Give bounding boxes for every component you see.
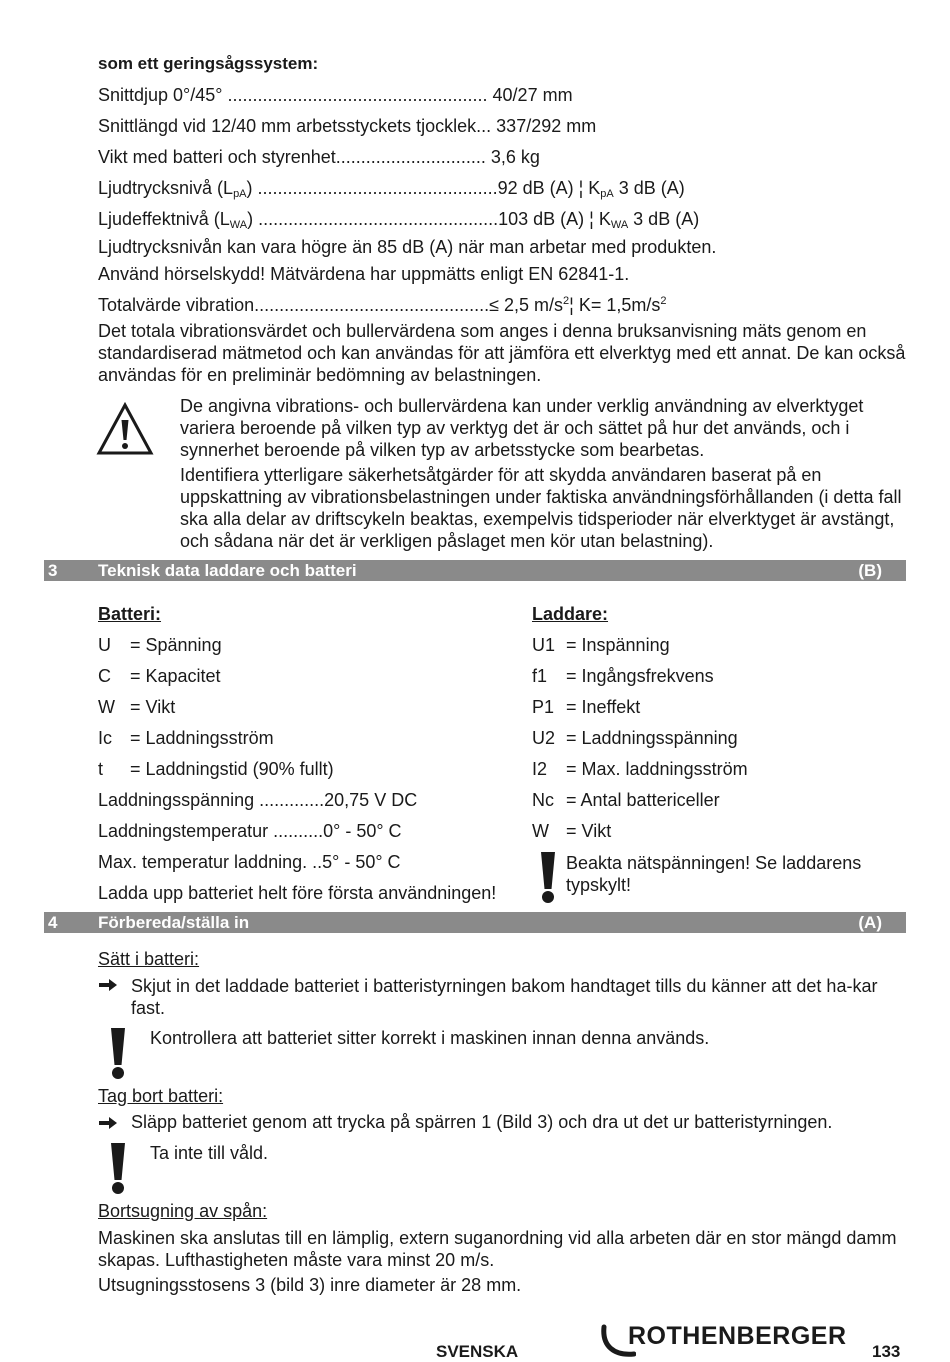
battery-item <box>98 759 334 780</box>
battery-charge-voltage: Laddningsspänning .............20,75 V DC <box>98 790 418 810</box>
battery-charge-temp: Laddningstemperatur ..........0° - 50° C <box>98 821 402 841</box>
footer-language: SVENSKA <box>436 1342 519 1361</box>
battery-item <box>98 728 274 749</box>
charger-item <box>532 759 748 780</box>
spec-cut-depth: Snittdjup 0°/45° .................................................... 40/27 mm <box>98 85 573 105</box>
specs-heading: som ett geringsågssystem: <box>98 54 319 73</box>
battery-symbol: W <box>98 697 115 717</box>
battery-desc: = Spänning <box>130 635 222 655</box>
section-number: 3 <box>48 561 58 580</box>
charger-symbol: Nc <box>532 790 554 810</box>
charger-desc: = Ingångsfrekvens <box>566 666 714 686</box>
battery-charge-note: Ladda upp batteriet helt före första användningen! <box>98 883 497 903</box>
charger-item <box>532 821 611 842</box>
charger-symbol: P1 <box>532 697 555 717</box>
charger-desc: = Max. laddningsström <box>566 759 748 779</box>
charger-item <box>532 635 670 656</box>
section-title: Teknisk data laddare och batteri <box>98 561 357 580</box>
battery-heading: Batteri: <box>98 604 162 624</box>
charger-item <box>532 728 738 749</box>
battery-desc: = Laddningstid (90% fullt) <box>130 759 334 779</box>
charger-desc: = Antal battericeller <box>566 790 720 810</box>
insert-battery-note: Kontrollera att batteriet sitter korrekt i maskinen innan denna används. <box>150 1028 710 1048</box>
charger-symbol: f1 <box>532 666 548 686</box>
charger-item <box>532 666 714 687</box>
warning-triangle-icon <box>96 402 154 456</box>
warning-text-2: Identifiera ytterligare säkerhetsåtgärder för att skydda användaren baserat på en uppskattning av vibrationsbelastningen under faktiska användningsförhållanden (i detta fall ska alla delar av driftscykeln beaktas, exempelvis tidsperioder när elverktyget är avstängt, och sådana när det är verkligen påslaget men kör utan belastning). <box>180 465 902 551</box>
charger-desc: = Ineffekt <box>566 697 641 717</box>
charger-desc: = Vikt <box>566 821 612 841</box>
battery-item <box>98 666 221 687</box>
charger-symbol: I2 <box>532 759 548 779</box>
section-number: 4 <box>48 913 58 932</box>
battery-symbol: Ic <box>98 728 113 748</box>
noise-note-1: Ljudtrycksnivån kan vara högre än 85 dB (A) när man arbetar med produkten. <box>98 237 717 257</box>
charger-desc: = Inspänning <box>566 635 670 655</box>
dust-extraction-heading: Bortsugning av spån: <box>98 1201 268 1221</box>
dust-extraction-text-2: Utsugningsstosens 3 (bild 3) inre diameter är 28 mm. <box>98 1275 522 1295</box>
battery-desc: = Kapacitet <box>130 666 221 686</box>
battery-max-temp: Max. temperatur laddning. ..5° - 50° C <box>98 852 401 872</box>
warning-text-1: De angivna vibrations- och bullervärdena kan under verklig användning av elverktyget variera beroende på vilken typ av verktyg det är och sättet på hur det används, och i synnerhet beroende på vilken typ av arbetsstycke som bearbetas. <box>180 396 864 460</box>
exclamation-icon <box>108 1142 128 1196</box>
charger-symbol: U2 <box>532 728 556 748</box>
section-4-header <box>44 912 906 933</box>
remove-battery-step: Släpp batteriet genom att trycka på spärren 1 (Bild 3) och dra ut det ur batteristyrningen. <box>131 1112 833 1132</box>
section-3-header <box>44 560 906 581</box>
battery-item <box>98 635 222 656</box>
charger-note: Beakta nätspänningen! Se laddarens typskylt! <box>566 853 862 895</box>
arrow-right-icon <box>98 1115 118 1131</box>
dust-extraction-text-1: Maskinen ska anslutas till en lämplig, extern suganordning vid alla arbeten där en stor mängd damm skapas. Lufthastigheten måste vara minst 20 m/s. <box>98 1228 897 1270</box>
spec-weight: Vikt med batteri och styrenhet.............................. 3,6 kg <box>98 147 540 167</box>
remove-battery-note: Ta inte till våld. <box>150 1143 269 1163</box>
battery-item <box>98 697 175 718</box>
charger-item <box>532 790 720 811</box>
section-code: (B) <box>858 561 882 580</box>
battery-symbol: C <box>98 666 111 686</box>
noise-note-2: Använd hörselskydd! Mätvärdena har uppmätts enligt EN 62841-1. <box>98 264 630 284</box>
spec-vibration: Totalvärde vibration...............................................≤ 2,5 $m/s^2¦$ $K= 1,5m/s^2$ <box>98 295 667 315</box>
battery-symbol: t <box>98 759 104 779</box>
vibration-paragraph: Det totala vibrationsvärdet och bullervärdena som anges i denna bruksanvisning mäts genom en standardiserad mätmetod och kan användas för att jämföra ett elverktyg med ett annat. De kan också användas för en preliminär bedömning av belastningen. <box>98 321 906 385</box>
charger-item <box>532 697 640 718</box>
insert-battery-step: Skjut in det laddade batteriet i batteristyrningen bakom handtaget tills du känner att det ha-kar fast. <box>131 976 878 1018</box>
spec-cut-length: Snittlängd vid 12/40 mm arbetsstyckets tjocklek... 337/292 mm <box>98 116 597 136</box>
page-number: 133 <box>872 1342 901 1361</box>
section-code: (A) <box>858 913 882 932</box>
battery-desc: = Vikt <box>130 697 176 717</box>
charger-heading: Laddare: <box>532 604 609 624</box>
charger-symbol: W <box>532 821 549 841</box>
charger-symbol: U1 <box>532 635 556 655</box>
charger-desc: = Laddningsspänning <box>566 728 738 748</box>
brand-logo: ROTHENBERGER <box>628 1322 847 1350</box>
battery-symbol: U <box>98 635 111 655</box>
section-title: Förbereda/ställa in <box>98 913 250 932</box>
remove-battery-heading: Tag bort batteri: <box>98 1086 224 1106</box>
exclamation-icon <box>108 1027 128 1081</box>
insert-battery-heading: Sätt i batteri: <box>98 949 200 969</box>
exclamation-icon <box>538 851 558 905</box>
arrow-right-icon <box>98 977 118 993</box>
spec-sound-pressure: Ljudtrycksnivå $(L_{pA})$ ................................................92 dB (A) ¦ $K_{pA}$ 3 dB (A) <box>98 178 685 200</box>
spec-sound-power: Ljudeffektnivå $(L_{WA})$ ................................................103 dB (A) ¦ $K_{WA}$ 3 dB (A) <box>98 209 700 231</box>
battery-desc: = Laddningsström <box>130 728 274 748</box>
